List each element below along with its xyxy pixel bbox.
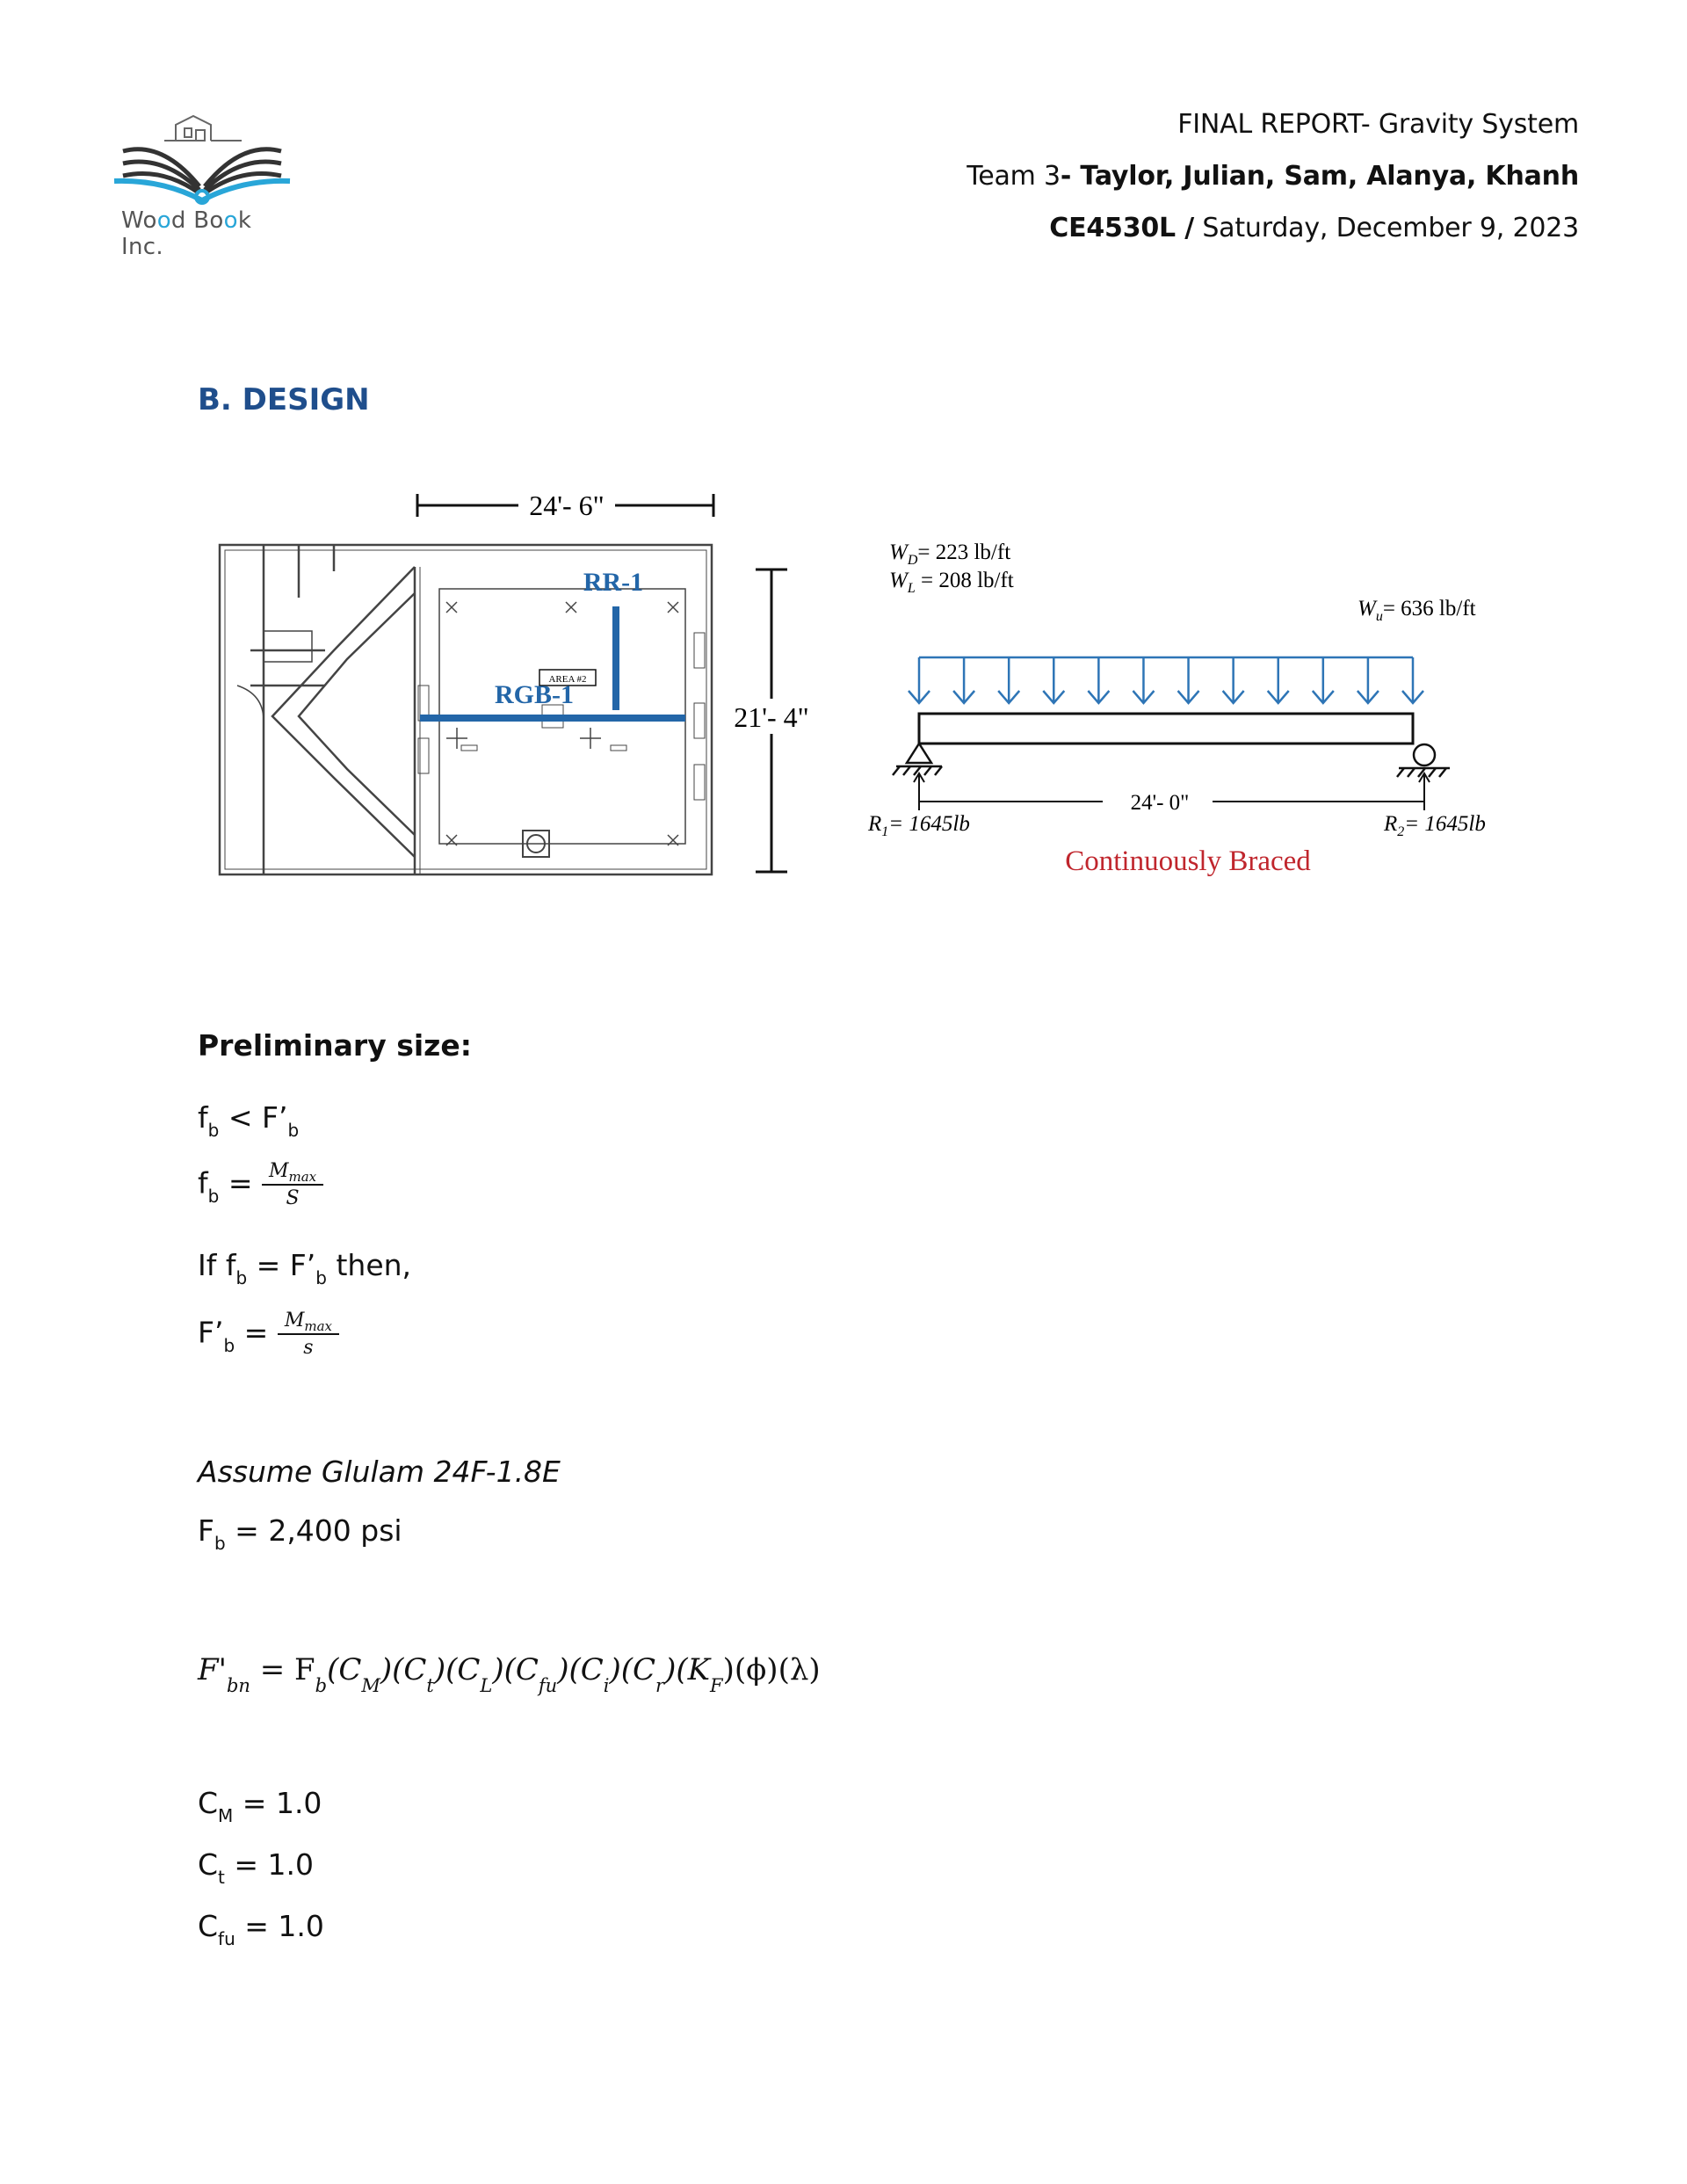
adjusted-design-formula: $F'_{bn} = F_b(C_M)(C_t)(C_L)(C_{fu})(C_i)(C_r)(K_F)(\phi)(\lambda)$	[198, 1652, 821, 1696]
distributed-load	[909, 657, 1423, 703]
section-title: B. DESIGN	[198, 382, 370, 417]
span-label: 24'- 0"	[1130, 791, 1190, 815]
beam-rgb-label: RGB-1	[495, 680, 574, 709]
book-house-logo-icon	[110, 105, 294, 207]
factor-cm: $C_M = 1.0$	[198, 1786, 322, 1826]
prelim-heading: Preliminary size:	[198, 1028, 472, 1063]
dim-top-label: 24'- 6"	[529, 490, 605, 521]
dim-side-label: 21'- 4"	[734, 701, 809, 733]
wu-label: $W_u= 636$ lb/ft	[1358, 597, 1476, 624]
roller-support-right	[1397, 744, 1450, 777]
pin-support-left	[893, 744, 942, 775]
report-title: FINAL REPORT- Gravity System	[1177, 109, 1579, 140]
assumption-line: Assume Glulam 24F-1.8E	[198, 1455, 561, 1489]
beam-load-diagram	[861, 527, 1529, 888]
factor-cfu: $C_{fu} = 1.0$	[198, 1909, 324, 1949]
fprime-equation: $F’_b$ = $\frac{M_{max}}{s}$	[198, 1310, 339, 1359]
area-tag: AREA #2	[548, 674, 587, 685]
fb-value-line: $F_b = 2,400$ psi	[198, 1513, 402, 1554]
moment-over-s-fraction-2: $\frac{M_{max}}{s}$	[278, 1310, 339, 1359]
moment-over-s-fraction: $\frac{M_{max}}{S}$	[262, 1160, 323, 1209]
r2-label: $R_2= 1645lb$	[1384, 812, 1486, 839]
condition-line: If $f_b$ = $F’_b$ then,	[198, 1248, 412, 1288]
wl-label: $W_L = 208$ lb/ft	[889, 569, 1014, 596]
beam-member	[919, 714, 1413, 744]
bracing-note: Continuously Braced	[1065, 845, 1311, 877]
factor-ct: $C_t = 1.0$	[198, 1847, 315, 1888]
floor-plan-figure	[211, 475, 826, 896]
company-name: Wood Book Inc.	[121, 207, 252, 260]
beam-rr-label: RR-1	[583, 568, 644, 597]
r1-label: $R_1= 1645lb$	[868, 812, 970, 839]
course-date-line: CE4530L / Saturday, December 9, 2023	[1049, 213, 1579, 243]
fb-equation: $f_b$ = $\frac{M_{max}}{S}$	[198, 1160, 323, 1209]
wd-label: $W_D= 223$ lb/ft	[889, 541, 1011, 568]
inequality-line: $f_b$ < $F’_b$	[198, 1100, 300, 1141]
team-line: Team 3- Taylor, Julian, Sam, Alanya, Khanh	[967, 161, 1579, 192]
company-logo	[110, 105, 294, 260]
